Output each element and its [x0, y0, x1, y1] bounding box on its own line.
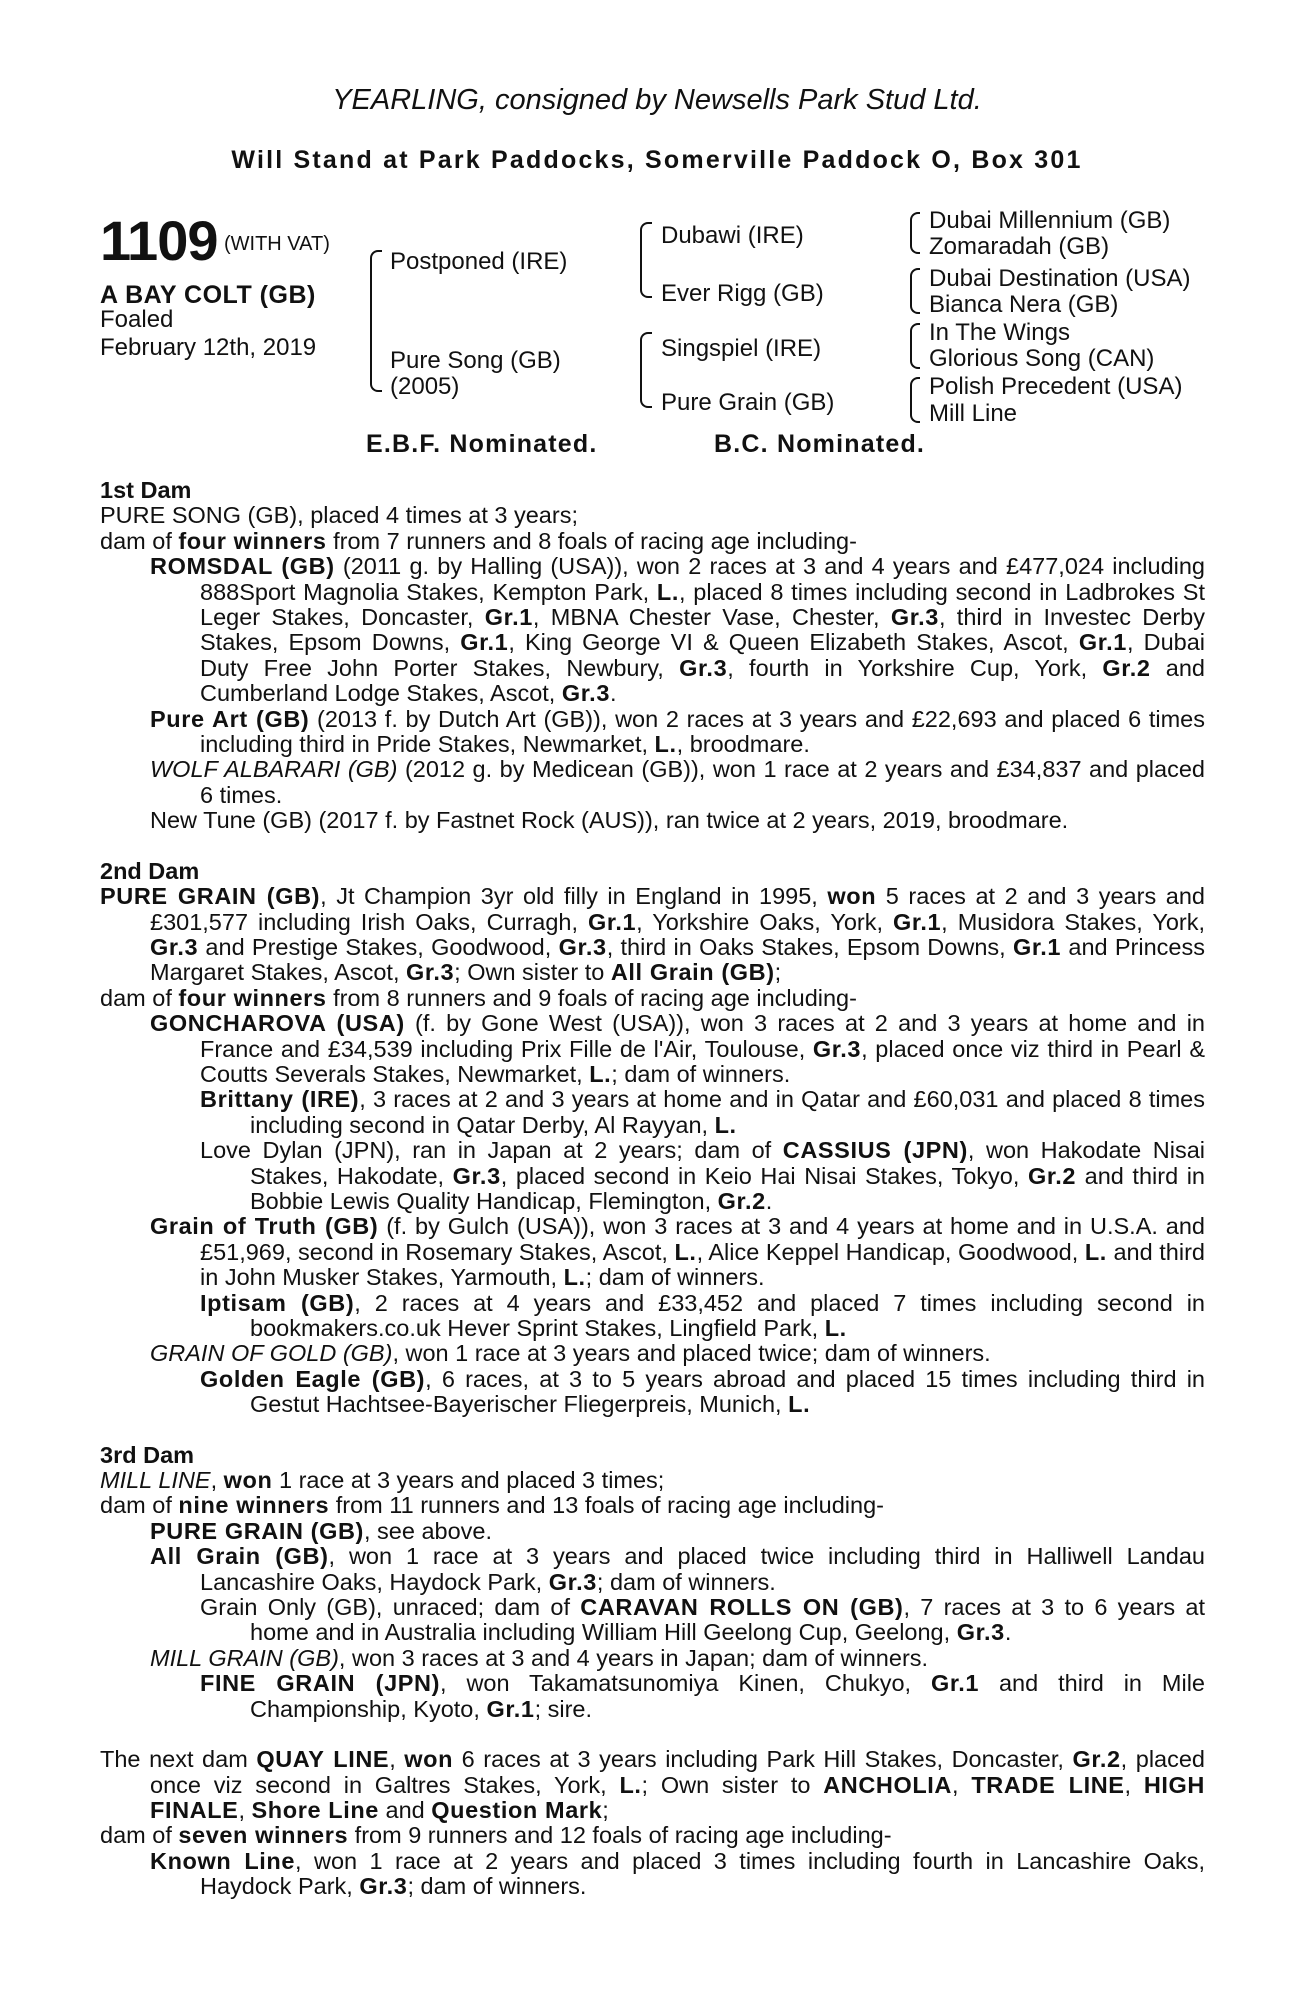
produce-new-tune: New Tune (GB) (2017 f. by Fastnet Rock (AUS)), ran twice at 2 years, 2019, broodmare.	[150, 807, 1069, 834]
third-dam-heading: 3rd Dam	[100, 1441, 195, 1468]
bc-nominated: B.C. Nominated.	[714, 430, 926, 458]
produce-record	[100, 478, 1205, 1900]
pedigree-bracket-ds	[910, 323, 920, 369]
produce-fine-grain: FINE GRAIN (JPN), won Takamatsunomiya Kinen, Chukyo, Gr.1 and third in Mile Championship, Kyoto, Gr.1; sire.	[200, 1670, 1205, 1722]
pedigree-bracket-dd	[910, 377, 920, 423]
produce-love-dylan: Love Dylan (JPN), ran in Japan at 2 years; dam of CASSIUS (JPN), won Hakodate Nisai Stakes, Hakodate, Gr.3, placed second in Keio Hai Nisai Stakes, Tokyo, Gr.2 and third in Bobbie Lewis Quality Handicap, Flemington, Gr.2.	[200, 1137, 1205, 1214]
pedigree-ddd: Mill Line	[929, 400, 1018, 427]
pedigree-bracket-sd	[910, 268, 920, 314]
produce-mill-grain: MILL GRAIN (GB), won 3 races at 3 and 4 years in Japan; dam of winners.	[150, 1644, 929, 1671]
pedigree-dsd: Glorious Song (CAN)	[929, 345, 1155, 372]
produce-grain-of-truth: Grain of Truth (GB) (f. by Gulch (USA)), won 3 races at 3 and 4 years at home and in U.S.A. and £51,969, second in Rosemary Stakes, Ascot, L., Alice Keppel Handicap, Goodwood, L. and third in John Musker Stakes, Yarmouth, L.; dam of winners.	[150, 1213, 1206, 1291]
second-dam-line: PURE GRAIN (GB), Jt Champion 3yr old filly in England in 1995, won 5 races at 2 and 3 years and £301,577 including Irish Oaks, Curragh, Gr.1, Yorkshire Oaks, York, Gr.1, Musidora Stakes, York, Gr.3 and Prestige Stakes, Goodwood, Gr.3, third in Oaks Stakes, Epsom Downs, Gr.1 and Princess Margaret Stakes, Ascot, Gr.3; Own sister to All Grain (GB);	[100, 883, 1206, 986]
produce-romsdal: ROMSDAL (GB) (2011 g. by Halling (USA)), won 2 races at 3 and 4 years and £477,024 including 888Sport Magnolia Stakes, Kempton Park, L., placed 8 times including second in Ladbrokes St Leger Stakes, Doncaster, Gr.1, MBNA Chester Vase, Chester, Gr.3, third in Investec Derby Stakes, Epsom Downs, Gr.1, King George VI & Queen Elizabeth Stakes, Ascot, Gr.1, Dubai Duty Free John Porter Stakes, Newbury, Gr.3, fourth in Yorkshire Cup, York, Gr.2 and Cumberland Lodge Stakes, Ascot, Gr.3.	[150, 553, 1205, 707]
pedigree-sire-dam: Ever Rigg (GB)	[661, 280, 824, 307]
pedigree-dss: In The Wings	[929, 319, 1070, 346]
pedigree-sss: Dubai Millennium (GB)	[929, 207, 1171, 234]
first-dam-line: PURE SONG (GB), placed 4 times at 3 years;	[100, 502, 578, 529]
pedigree-sire-sire: Dubawi (IRE)	[661, 222, 804, 249]
pedigree-bracket-sire	[640, 222, 652, 298]
pedigree-dam-sire: Singspiel (IRE)	[661, 335, 822, 362]
produce-grain-of-gold: GRAIN OF GOLD (GB), won 1 race at 3 years and placed twice; dam of winners.	[150, 1340, 991, 1367]
produce-known-line: Known Line, won 1 race at 2 years and placed 3 times including fourth in Lancashire Oaks, Haydock Park, Gr.3; dam of winners.	[150, 1847, 1205, 1900]
produce-wolf-albarari: WOLF ALBARARI (GB) (2012 g. by Medicean (GB)), won 1 race at 2 years and £34,837 and placed 6 times.	[150, 756, 1205, 808]
pedigree-sire: Postponed (IRE)	[390, 248, 568, 275]
second-dam-heading: 2nd Dam	[100, 857, 200, 884]
next-dam-line: The next dam QUAY LINE, won 6 races at 3 years including Park Hill Stakes, Doncaster, Gr.2, placed once viz second in Galtres Stakes, York, L.; Own sister to ANCHOLIA, TRADE LINE, HIGH FINALE, Shore Line and Question Mark;	[100, 1746, 1205, 1823]
pedigree-sds: Dubai Destination (USA)	[929, 265, 1191, 292]
pedigree-dam-year: (2005)	[390, 373, 460, 400]
pedigree-bracket-ss	[910, 212, 920, 254]
consigned-line: YEARLING, consigned by Newsells Park Stud Ltd.	[332, 84, 982, 116]
third-dam-produce: dam of nine winners from 11 runners and 13 foals of racing age including-	[100, 1492, 884, 1519]
produce-iptisam: Iptisam (GB), 2 races at 4 years and £33,452 and placed 7 times including second in bookmakers.co.uk Hever Sprint Stakes, Lingfield Park, L.	[200, 1289, 1205, 1341]
produce-grain-only: Grain Only (GB), unraced; dam of CARAVAN ROLLS ON (GB), 7 races at 3 to 6 years at home and in Australia including William Hill Geelong Cup, Geelong, Gr.3.	[200, 1594, 1206, 1646]
foaled-date: February 12th, 2019	[100, 334, 317, 361]
horse-name: A BAY COLT (GB)	[100, 281, 316, 309]
vat-note: (WITH VAT)	[224, 233, 330, 255]
produce-pure-grain: PURE GRAIN (GB), see above.	[150, 1517, 493, 1544]
produce-golden-eagle: Golden Eagle (GB), 6 races, at 3 to 5 years abroad and placed 15 times including third in Gestut Hachtsee-Bayerischer Fliegerpreis, Munich, L.	[200, 1365, 1205, 1418]
produce-goncharova: GONCHAROVA (USA) (f. by Gone West (USA)), won 3 races at 2 and 3 years at home and in France and £34,539 including Prix Fille de l'Air, Toulouse, Gr.3, placed once viz third in Pearl & Coutts Severals Stakes, Newmarket, L.; dam of winners.	[150, 1010, 1205, 1087]
first-dam-heading: 1st Dam	[100, 477, 192, 503]
next-dam-produce: dam of seven winners from 9 runners and 12 foals of racing age including-	[100, 1822, 892, 1849]
pedigree-bracket-dam	[640, 332, 652, 408]
pedigree-ssd: Zomaradah (GB)	[929, 233, 1110, 260]
stand-location: Will Stand at Park Paddocks, Somerville Paddock O, Box 301	[231, 146, 1083, 174]
pedigree-sdd: Bianca Nera (GB)	[929, 291, 1119, 318]
pedigree-dam: Pure Song (GB)	[390, 347, 561, 374]
produce-brittany: Brittany (IRE), 3 races at 2 and 3 years at home and in Qatar and £60,031 and placed 8 times including second in Qatar Derby, Al Rayyan, L.	[200, 1086, 1206, 1138]
pedigree-dds: Polish Precedent (USA)	[929, 373, 1183, 400]
pedigree-bracket-gen1	[370, 250, 382, 392]
produce-pure-art: Pure Art (GB) (2013 f. by Dutch Art (GB)), won 2 races at 3 years and £22,693 and placed 6 times including third in Pride Stakes, Newmarket, L., broodmare.	[150, 705, 1205, 758]
ebf-nominated: E.B.F. Nominated.	[366, 430, 598, 458]
first-dam-produce: dam of four winners from 7 runners and 8 foals of racing age including-	[100, 527, 857, 554]
foaled-label: Foaled	[100, 306, 174, 333]
lot-number: 1109	[100, 209, 218, 272]
pedigree-dam-dam: Pure Grain (GB)	[661, 389, 835, 416]
second-dam-produce: dam of four winners from 8 runners and 9 foals of racing age including-	[100, 984, 857, 1011]
produce-all-grain: All Grain (GB), won 1 race at 3 years and placed twice including third in Halliwell Landau Lancashire Oaks, Haydock Park, Gr.3; dam of winners.	[150, 1543, 1205, 1595]
third-dam-line: MILL LINE, won 1 race at 3 years and placed 3 times;	[100, 1467, 665, 1494]
